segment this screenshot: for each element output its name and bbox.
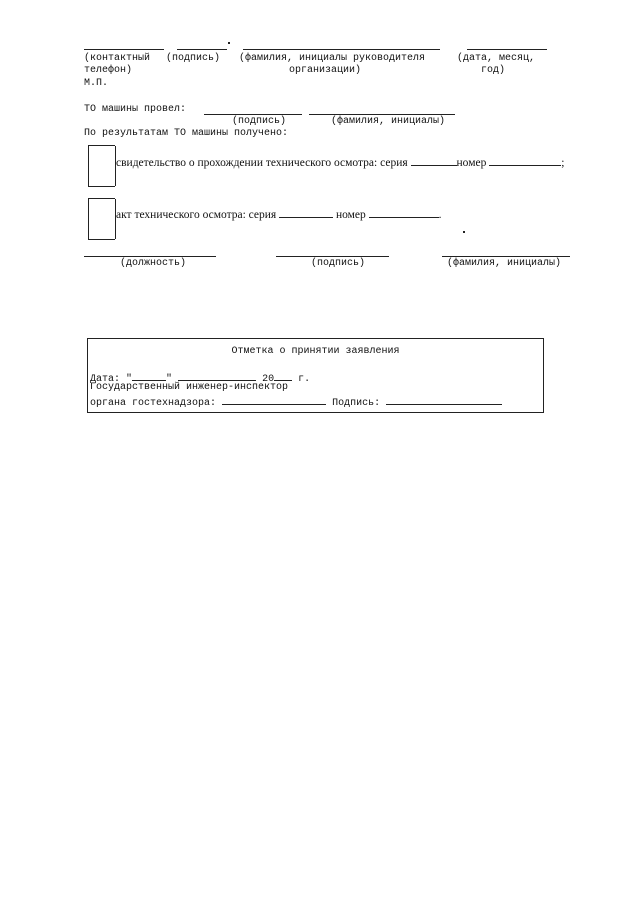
head-name-caption: (фамилия, инициалы руководителя xyxy=(239,53,426,64)
day-field[interactable] xyxy=(132,370,166,381)
acceptance-signature-field[interactable] xyxy=(386,394,502,405)
quote-open: " xyxy=(126,374,133,385)
act-checkbox[interactable] xyxy=(88,198,115,240)
act-end-mark: . xyxy=(438,209,442,221)
contact-caption-l2: телефон) xyxy=(84,65,133,76)
act-option xyxy=(116,207,442,222)
certificate-number-label: номер xyxy=(456,157,487,169)
authority-field[interactable] xyxy=(222,394,326,405)
head-name-line[interactable] xyxy=(243,49,440,50)
year-field[interactable] xyxy=(274,370,292,381)
acceptance-signature-label: Подпись: xyxy=(332,398,381,409)
month-field[interactable] xyxy=(178,370,256,381)
dot-mark xyxy=(228,42,230,44)
date-caption: (дата, месяц, xyxy=(457,53,536,64)
date-caption-l2: год) xyxy=(481,65,506,76)
act-number-label: номер xyxy=(335,209,366,221)
bottom-name-caption: (фамилия, инициалы) xyxy=(447,258,562,269)
position-line[interactable] xyxy=(84,256,216,257)
certificate-end-mark: ; xyxy=(561,157,565,169)
inspector-line1: Государственный инженер-инспектор xyxy=(90,382,289,393)
year-prefix: 20 xyxy=(262,374,275,385)
acceptance-title: Отметка о принятии заявления xyxy=(231,346,400,357)
date-label: Дата: xyxy=(90,374,121,385)
contact-phone-line[interactable] xyxy=(84,49,164,50)
act-option-text: акт технического осмотра: серия xyxy=(116,209,277,221)
inspector-name-caption: (фамилия, инициалы) xyxy=(331,116,446,127)
inspector-signature-line[interactable] xyxy=(204,114,302,115)
bottom-signature-caption: (подпись) xyxy=(311,258,366,269)
bottom-name-line[interactable] xyxy=(442,256,570,257)
certificate-number-field[interactable] xyxy=(489,155,561,166)
act-series-field[interactable] xyxy=(279,207,333,218)
acceptance-panel xyxy=(87,338,544,413)
inspection-performed-label: ТО машины провел: xyxy=(84,104,187,115)
certificate-option xyxy=(116,155,564,170)
position-caption: (должность) xyxy=(120,258,187,269)
inspector-line2: органа гостехнадзора: xyxy=(90,398,217,409)
dot-mark xyxy=(463,231,465,233)
inspector-name-line[interactable] xyxy=(309,114,455,115)
date-line[interactable] xyxy=(467,49,547,50)
contact-caption: (контактный xyxy=(84,53,151,64)
results-label: По результатам ТО машины получено: xyxy=(84,128,289,139)
certificate-series-field[interactable] xyxy=(411,155,457,166)
head-name-caption-l2: организации) xyxy=(289,65,362,76)
stamp-label: М.П. xyxy=(84,78,109,89)
act-number-field[interactable] xyxy=(369,207,439,218)
quote-close: " xyxy=(166,374,173,385)
bottom-signature-line[interactable] xyxy=(276,256,389,257)
inspector-row xyxy=(90,394,502,410)
signature-caption-top: (подпись) xyxy=(166,53,221,64)
inspector-signature-caption: (подпись) xyxy=(232,116,287,127)
certificate-option-text: свидетельство о прохождении технического осмотра: серия xyxy=(116,157,408,169)
certificate-checkbox[interactable] xyxy=(88,145,115,187)
signature-line-top[interactable] xyxy=(177,49,227,50)
year-suffix: г. xyxy=(298,374,311,385)
